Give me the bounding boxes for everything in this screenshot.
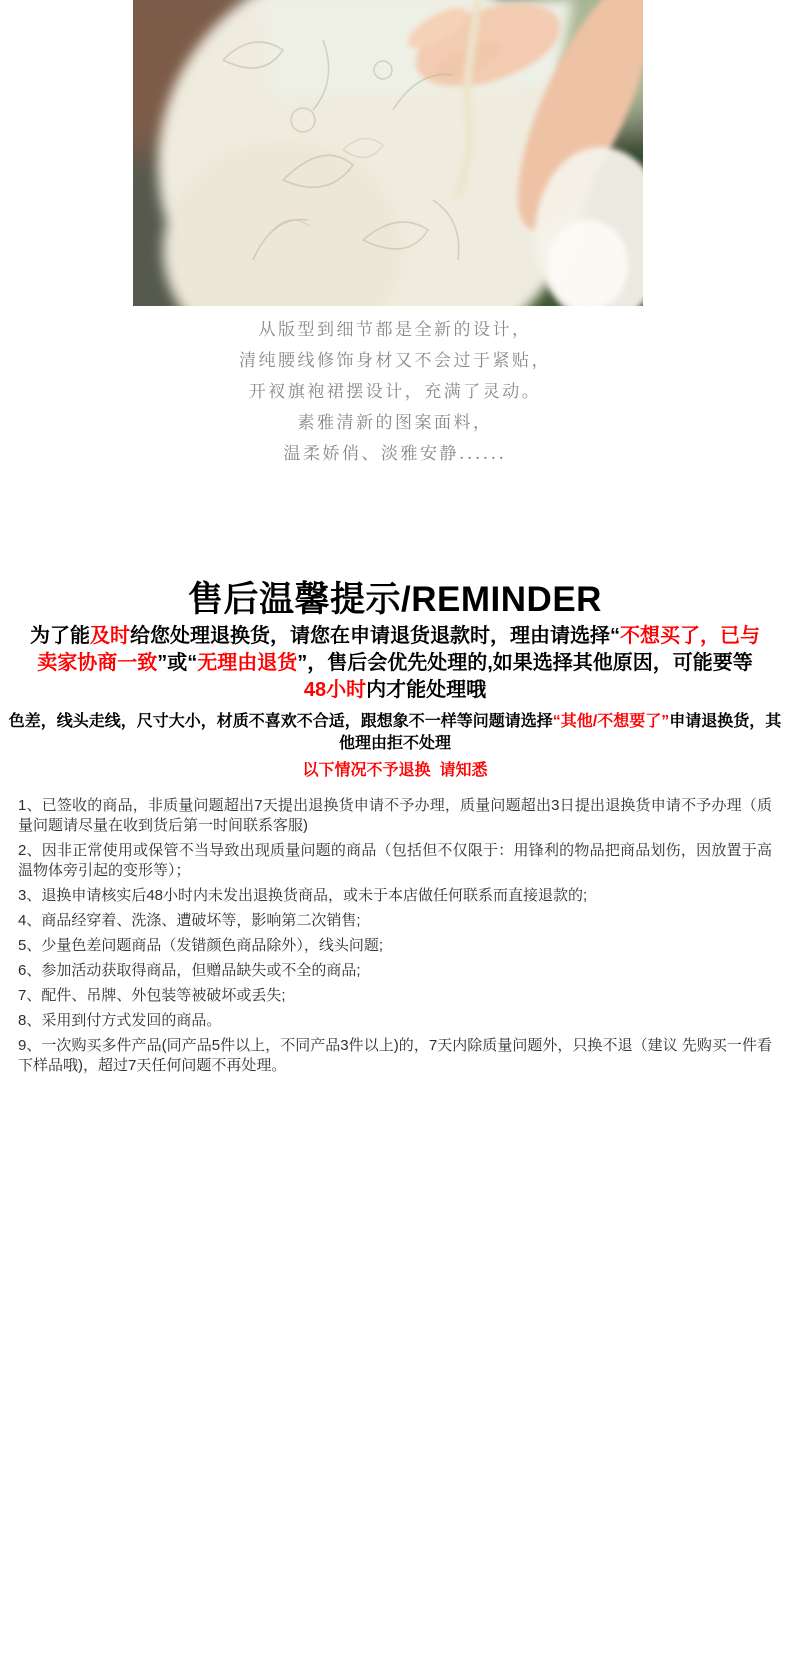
rule-item: 7、配件、吊牌、外包装等被破坏或丢失; [18, 987, 286, 1004]
policy-line: 色差，线头走线，尺寸大小，材质不喜欢不合适，跟想象不一样等问题请选择“其他/不想要了”申请退换货，其 [8, 713, 782, 730]
rule-item: 9、一次购买多件产品(同产品5件以上，不同产品3件以上)的，7天内除质量问题外，只换不退（建议 先购买一件看下样品哦)，超过7天任何问题不再处理。 [18, 1037, 772, 1074]
rule-item: 5、少量色差问题商品（发错颜色商品除外），线头问题; [18, 937, 384, 954]
policy-line: 他理由拒不处理 [338, 735, 451, 752]
rule-item: 4、商品经穿着、洗涤、遭破坏等，影响第二次销售; [18, 912, 361, 929]
policy-line: 为了能及时给您处理退换货，请您在申请退货退款时，理由请选择“不想买了，已与 [30, 625, 760, 647]
other-issues-paragraph [0, 711, 790, 755]
policy-line: 卖家协商一致”或“无理由退货”，售后会优先处理的,如果选择其他原因，可能要等 [37, 652, 753, 674]
after-sales-reminder-title: 售后温馨提示/REMINDER [188, 580, 602, 619]
rule-item: 8、采用到付方式发回的商品。 [18, 1012, 222, 1029]
policy-line: 48小时内才能处理哦 [303, 679, 487, 701]
dress-photo-illustration [133, 0, 643, 306]
return-rules-list [0, 796, 790, 1076]
intro-line: 从版型到细节都是全新的设计， [258, 320, 532, 340]
product-description-text [0, 315, 790, 470]
return-policy-paragraph [0, 623, 790, 704]
rule-item: 6、参加活动获取得商品，但赠品缺失或不全的商品; [18, 962, 361, 979]
rule-item: 3、退换申请核实后48小时内未发出退换货商品，或未于本店做任何联系而直接退款的; [18, 887, 588, 904]
product-photo [133, 0, 643, 306]
no-return-notice: 以下情况不予退换 请知悉 [302, 762, 488, 779]
rule-item: 1、已签收的商品，非质量问题超出7天提出退换货申请不予办理，质量问题超出3日提出退换货申请不予办理（质量问题请尽量在收到货后第一时间联系客服) [18, 797, 772, 834]
intro-line: 温柔娇俏、淡雅安静...... [283, 444, 507, 464]
intro-line: 素雅清新的图案面料， [297, 413, 493, 433]
rule-item: 2、因非正常使用或保管不当导致出现质量问题的商品（包括但不仅限于：用锋利的物品把商品划伤，因放置于高温物体旁引起的变形等）； [18, 842, 772, 879]
intro-line: 开衩旗袍裙摆设计，充满了灵动。 [248, 382, 542, 402]
intro-line: 清纯腰线修饰身材又不会过于紧贴， [239, 351, 551, 371]
